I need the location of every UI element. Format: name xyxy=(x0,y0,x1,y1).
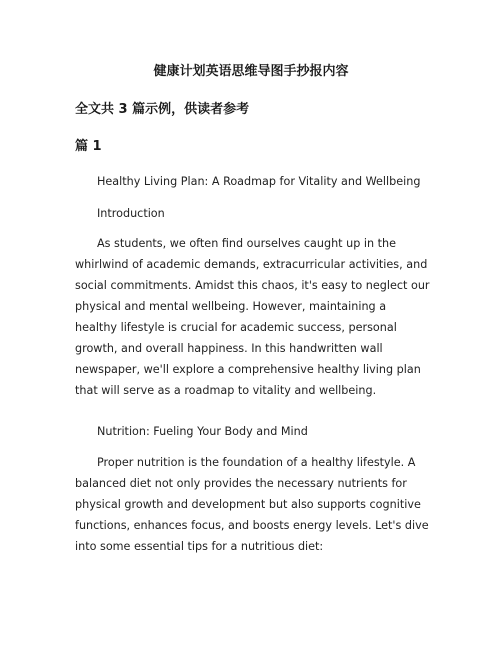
intro-paragraph-block xyxy=(75,233,430,401)
intro-paragraph: As students, we often find ourselves caught up in the whirlwind of academic demands, extracurricular activities, and social commitments. Amidst this chaos, it's easy to neglect our physical and mental wellbeing. However, maintaining a healthy lifestyle is crucial for academic success, personal growth, and overall happiness. In this handwritten wall newspaper, we'll explore a comprehensive healthy living plan that will serve as a roadmap to vitality and wellbeing. xyxy=(75,237,430,397)
nutrition-heading: Nutrition: Fueling Your Body and Mind xyxy=(97,425,308,438)
article-title: Healthy Living Plan: A Roadmap for Vitality and Wellbeing xyxy=(97,175,421,188)
document-title: 健康计划英语思维导图手抄报内容 xyxy=(153,64,349,79)
nutrition-paragraph: Proper nutrition is the foundation of a healthy lifestyle. A balanced diet not only provides the necessary nutrients for physical growth and development but also supports cognitive functions, enhances focus, and boosts energy levels. Let's dive into some essential tips for a nutritious diet: xyxy=(75,456,429,553)
nutrition-paragraph-block xyxy=(75,452,430,557)
section-label: 篇 1 xyxy=(75,139,102,154)
document-subtitle: 全文共 3 篇示例，供读者参考 xyxy=(75,102,250,117)
intro-heading: Introduction xyxy=(97,207,165,220)
